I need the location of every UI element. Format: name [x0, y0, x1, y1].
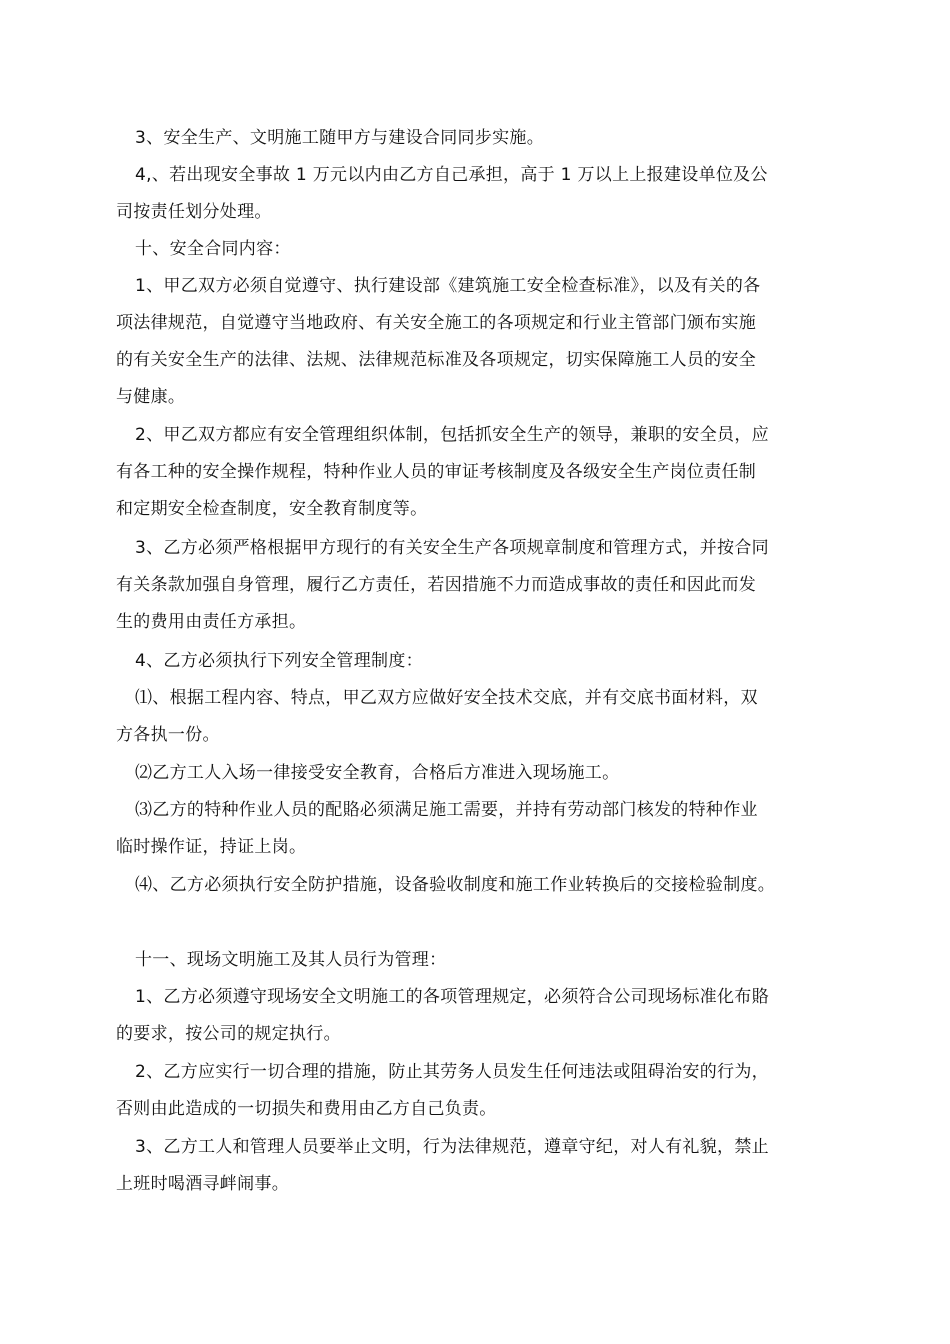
text-line: 1、乙方必须遵守现场安全文明施工的各项管理规定，必须符合公司现场标准化布賂	[135, 987, 769, 1007]
clause-paragraph	[116, 979, 836, 1053]
text-line: ⑷、乙方必须执行安全防护措施，设备验收制度和施工作业转换后的交接检验制度。	[135, 875, 776, 895]
text-line: 和定期安全检查制度，安全教育制度等。	[116, 499, 428, 519]
text-line: 十、安全合同内容：	[135, 239, 291, 259]
clause-paragraph	[116, 530, 836, 641]
text-line: 生的费用由责任方承担。	[116, 612, 307, 632]
text-line: ⑶乙方的特种作业人员的配賂必须满足施工需要，并持有劳动部门核发的特种作业	[135, 800, 758, 820]
text-line: 3、乙方必须严格根据甲方现行的有关安全生产各项规章制度和管理方式，并按合同	[135, 538, 769, 558]
text-line: 项法律规范，自觉遵守当地政府、有关安全施工的各项规定和行业主管部门颁布实施	[116, 313, 757, 333]
text-line: ⑴、根据工程内容、特点，甲乙双方应做好安全技术交底，并有交底书面材料，双	[135, 688, 758, 708]
text-line: 司按责任划分处理。	[116, 202, 272, 222]
clause-paragraph	[116, 680, 836, 754]
clause-paragraph	[116, 643, 836, 680]
text-line: 有关条款加强自身管理，履行乙方责任，若因措施不力而造成事故的责任和因此而发	[116, 575, 757, 595]
section-heading	[116, 942, 836, 979]
clause-paragraph	[116, 417, 836, 528]
text-line: 3、乙方工人和管理人员要举止文明，行为法律规范，遵章守纪，对人有礼貌，禁止	[135, 1137, 769, 1157]
text-line: 十一、现场文明施工及其人员行为管理：	[135, 950, 447, 970]
text-line: 3、安全生产、文明施工随甲方与建设合同同步实施。	[135, 128, 545, 148]
clause-paragraph	[116, 1129, 836, 1203]
text-line: 方各执一份。	[116, 725, 220, 745]
clause-paragraph	[116, 867, 836, 904]
text-line: 有各工种的安全操作规程，特种作业人员的审证考核制度及各级安全生产岗位责任制	[116, 462, 757, 482]
text-line: 的有关安全生产的法律、法规、法律规范标准及各项规定，切实保障施工人员的安全	[116, 350, 757, 370]
section-heading	[116, 231, 836, 268]
clause-paragraph	[116, 268, 836, 416]
text-line: ⑵乙方工人入场一律接受安全教育，合格后方准进入现场施工。	[135, 763, 620, 783]
text-line: 的要求，按公司的规定执行。	[116, 1024, 341, 1044]
clause-paragraph	[116, 792, 836, 866]
clause-paragraph	[116, 157, 836, 231]
text-line: 临时操作证，持证上岗。	[116, 837, 307, 857]
clause-paragraph	[116, 120, 836, 157]
text-line: 否则由此造成的一切损失和费用由乙方自己负责。	[116, 1099, 497, 1119]
text-line: 2、甲乙双方都应有安全管理组织体制，包括抓安全生产的领导，兼职的安全员，应	[135, 425, 769, 445]
text-line: 4,、若出现安全事故 1 万元以内由乙方自己承担，高于 1 万以上上报建设单位及公	[135, 165, 768, 185]
text-line: 2、乙方应实行一切合理的措施，防止其劳务人员发生任何违法或阻碍治安的行为，	[135, 1062, 769, 1082]
text-line: 1、甲乙双方必须自觉遵守、执行建设部《建筑施工安全检查标准》，以及有关的各	[135, 276, 761, 296]
text-line: 4、乙方必须执行下列安全管理制度：	[135, 651, 423, 671]
text-line: 上班时喝酒寻衅闹事。	[116, 1174, 289, 1194]
clause-paragraph	[116, 1054, 836, 1128]
clause-paragraph	[116, 755, 836, 792]
text-line: 与健康。	[116, 387, 186, 407]
